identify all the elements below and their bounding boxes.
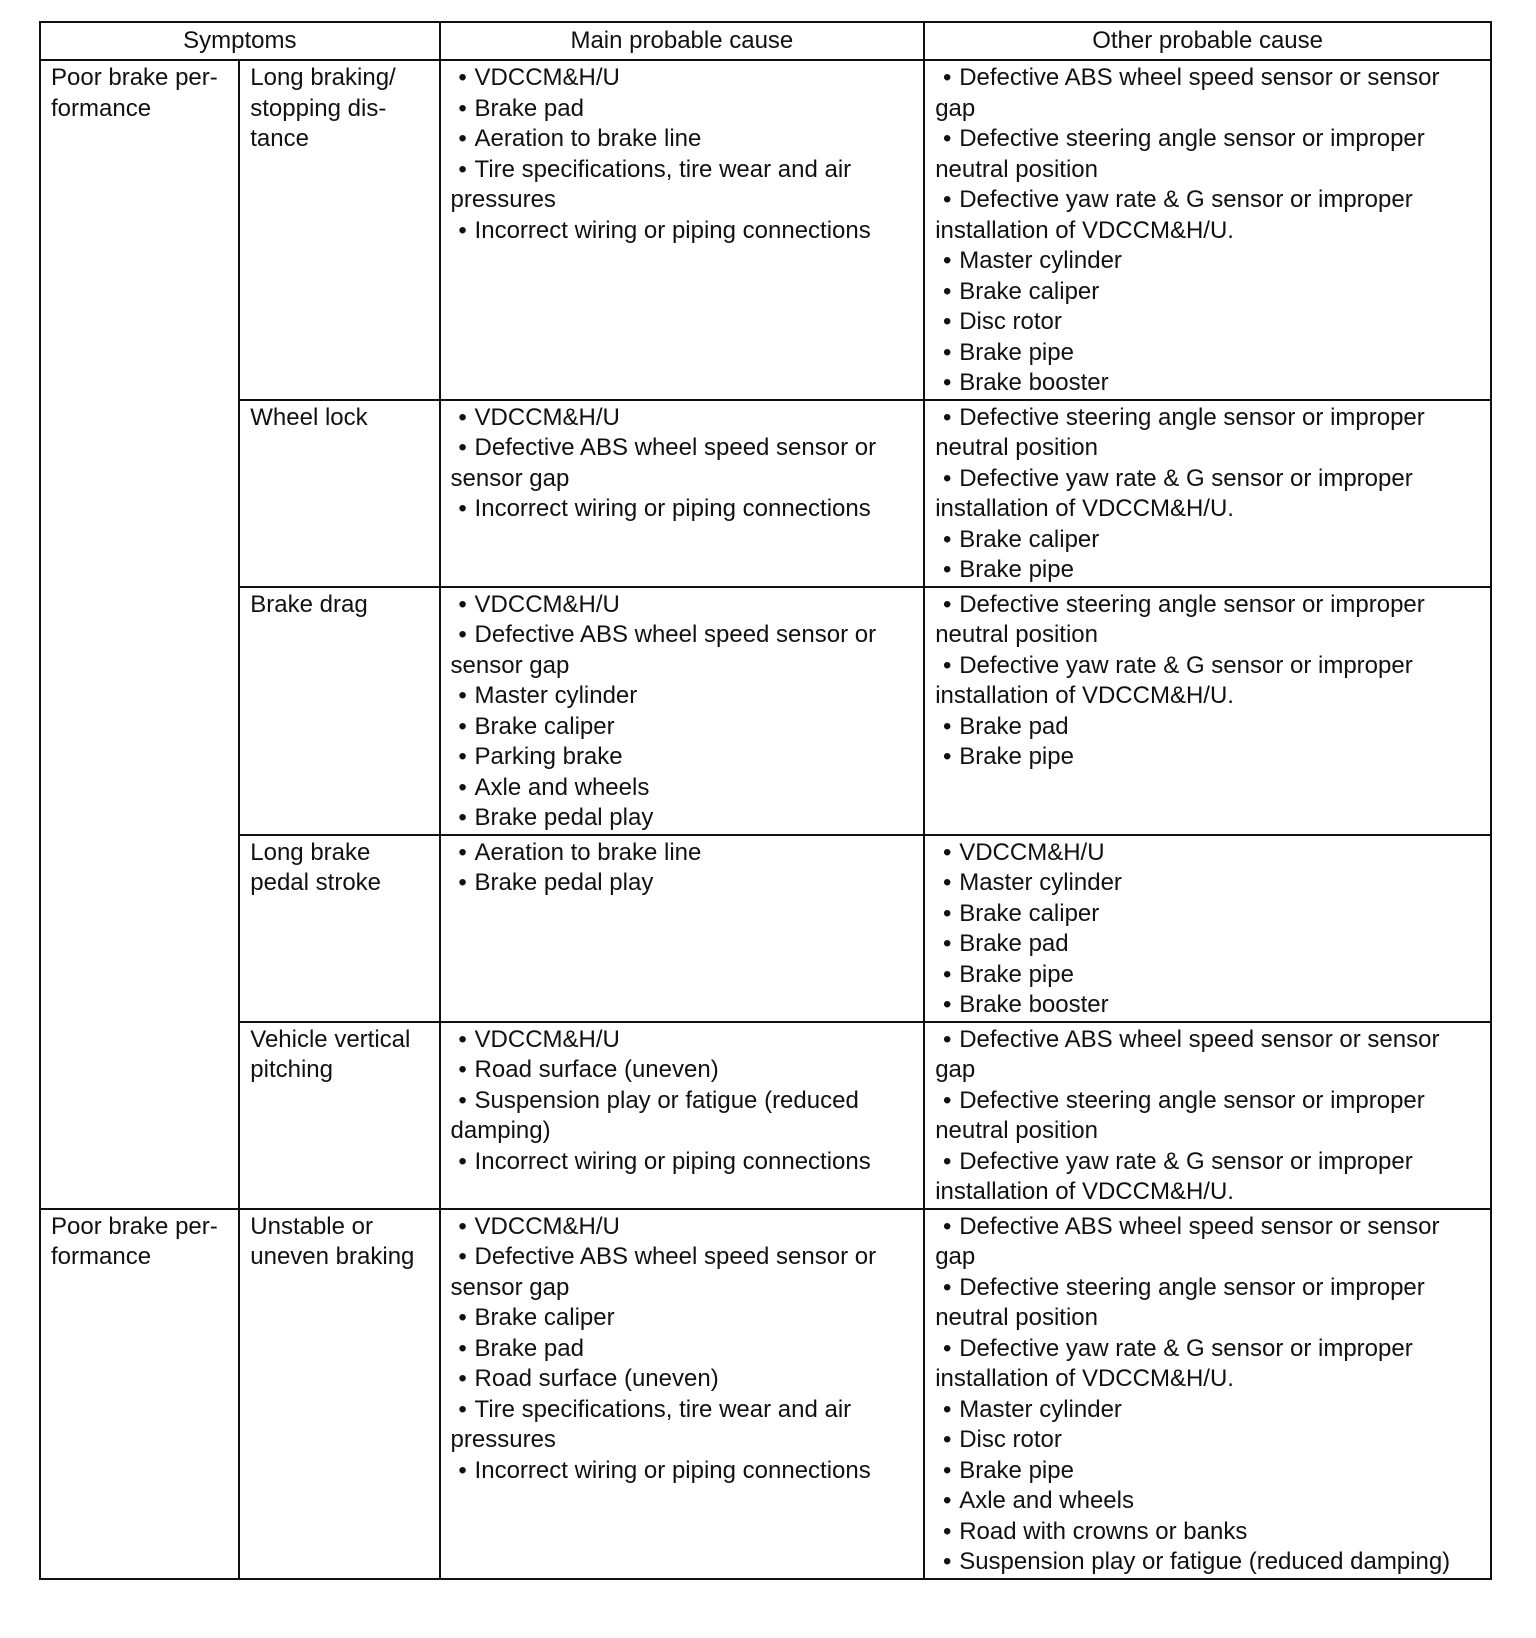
list-item — [451, 1147, 914, 1178]
bullet-icon: • — [458, 1147, 467, 1175]
other-cause-cell — [924, 587, 1491, 835]
bullet-icon: • — [458, 1304, 467, 1331]
bullet-icon: • — [943, 125, 952, 152]
bullet-icon: • — [458, 1243, 467, 1270]
bullet-icon: • — [458, 712, 467, 740]
bullet-icon: • — [943, 1517, 952, 1545]
symptom-detail-label: Long brake pedal stroke — [250, 838, 382, 896]
main-cause-list — [451, 838, 914, 899]
list-item — [451, 1303, 914, 1334]
list-item — [935, 1517, 1480, 1548]
main-cause-cell — [440, 587, 925, 835]
list-item-text: VDCCM&H/U — [474, 64, 620, 91]
table-row — [40, 587, 1491, 835]
header-row — [40, 22, 1491, 60]
list-item-text: Brake pad — [959, 712, 1069, 740]
symptom-detail — [239, 835, 439, 1022]
list-item-text: Defective steering angle sensor or improper neutral position — [935, 1086, 1425, 1144]
bullet-icon: • — [943, 464, 952, 492]
table-body — [40, 60, 1491, 1579]
main-cause-cell — [440, 1209, 925, 1579]
other-cause-list — [935, 1212, 1480, 1578]
table-row — [40, 1022, 1491, 1209]
symptom-detail-label: Brake drag — [250, 590, 368, 618]
list-item — [451, 620, 914, 681]
bullet-icon: • — [943, 1395, 952, 1423]
list-item-text: Defective ABS wheel speed sensor or sensor gap — [450, 1243, 877, 1301]
bullet-icon: • — [943, 590, 952, 618]
bullet-icon: • — [458, 621, 467, 648]
bullet-icon: • — [943, 369, 952, 396]
list-item — [451, 1212, 914, 1243]
bullet-icon: • — [458, 1365, 467, 1392]
bullet-icon: • — [943, 1086, 952, 1114]
list-item-text: Defective yaw rate & G sensor or improper installation of VDCCM&H/U. — [935, 1334, 1413, 1392]
list-item — [935, 185, 1480, 246]
list-item-text: Defective ABS wheel speed sensor or sensor gap — [450, 621, 877, 679]
bullet-icon: • — [943, 712, 952, 740]
list-item — [935, 1334, 1480, 1395]
symptom-category — [40, 1209, 239, 1579]
list-item-text: Road surface (uneven) — [474, 1056, 719, 1083]
list-item — [935, 307, 1480, 338]
bullet-icon: • — [943, 277, 952, 305]
list-item — [935, 742, 1480, 773]
list-item — [451, 1364, 914, 1395]
bullet-icon: • — [458, 1212, 467, 1240]
list-item-text: Incorrect wiring or piping connections — [474, 1147, 871, 1175]
list-item — [935, 651, 1480, 712]
bullet-icon: • — [458, 94, 467, 122]
table-row — [40, 835, 1491, 1022]
list-item-text: Brake pipe — [959, 1456, 1074, 1484]
bullet-icon: • — [943, 651, 952, 679]
symptom-category-label: Poor brake per- formance — [51, 1212, 218, 1270]
bullet-icon: • — [943, 403, 952, 431]
list-item-text: Master cylinder — [959, 1395, 1122, 1423]
list-item-text: Defective yaw rate & G sensor or improper installation of VDCCM&H/U. — [935, 1147, 1413, 1205]
bullet-icon: • — [943, 186, 952, 213]
symptom-detail — [239, 400, 439, 587]
list-item-text: VDCCM&H/U — [959, 838, 1105, 866]
list-item — [935, 277, 1480, 308]
symptom-detail-label: Unstable or uneven braking — [250, 1212, 415, 1270]
list-item — [451, 155, 914, 216]
list-item-text: Defective steering angle sensor or improper neutral position — [935, 1273, 1425, 1331]
bullet-icon: • — [458, 1456, 467, 1484]
list-item-text: Road surface (uneven) — [474, 1365, 719, 1392]
main-cause-list — [451, 590, 914, 834]
list-item-text: Parking brake — [474, 743, 623, 770]
list-item-text: VDCCM&H/U — [474, 1025, 620, 1053]
list-item — [935, 63, 1480, 124]
bullet-icon: • — [943, 1487, 952, 1514]
bullet-icon: • — [458, 1056, 467, 1083]
symptom-category — [40, 60, 239, 1209]
list-item-text: Incorrect wiring or piping connections — [474, 1456, 871, 1484]
other-cause-list — [935, 403, 1480, 586]
list-item-text: Defective yaw rate & G sensor or improper installation of VDCCM&H/U. — [935, 651, 1413, 709]
bullet-icon: • — [943, 1025, 952, 1053]
other-cause-cell — [924, 835, 1491, 1022]
diagnosis-table — [39, 21, 1492, 1580]
list-item-text: Disc rotor — [959, 1426, 1062, 1453]
main-cause-cell — [440, 60, 925, 400]
list-item-text: Tire specifications, tire wear and air pressures — [450, 1395, 852, 1453]
list-item — [935, 1547, 1480, 1578]
list-item-text: Brake pad — [474, 1334, 584, 1362]
list-item — [451, 433, 914, 494]
list-item — [935, 403, 1480, 464]
bullet-icon: • — [943, 1334, 952, 1362]
list-item — [451, 681, 914, 712]
list-item-text: Brake caliper — [959, 525, 1100, 553]
symptom-detail-label: Long braking/ stopping dis- tance — [250, 64, 396, 152]
other-cause-cell — [924, 1209, 1491, 1579]
main-cause-list — [451, 1212, 914, 1487]
list-item — [935, 464, 1480, 525]
list-item-text: Defective ABS wheel speed sensor or sensor gap — [935, 1025, 1440, 1083]
list-item-text: Defective ABS wheel speed sensor or sensor gap — [450, 434, 877, 492]
list-item — [935, 1212, 1480, 1273]
bullet-icon: • — [458, 495, 467, 522]
symptom-detail — [239, 60, 439, 400]
bullet-icon: • — [943, 1273, 952, 1301]
bullet-icon: • — [943, 899, 952, 927]
symptom-detail — [239, 1209, 439, 1579]
list-item — [935, 838, 1480, 869]
list-item-text: Brake pedal play — [474, 869, 654, 896]
list-item — [935, 1273, 1480, 1334]
list-item — [451, 63, 914, 94]
bullet-icon: • — [943, 960, 952, 988]
list-item — [451, 773, 914, 804]
list-item — [451, 868, 914, 899]
bullet-icon: • — [943, 1456, 952, 1484]
symptom-detail — [239, 1022, 439, 1209]
list-item — [935, 124, 1480, 185]
main-cause-cell — [440, 835, 925, 1022]
list-item-text: Brake booster — [959, 991, 1109, 1018]
list-item — [935, 1456, 1480, 1487]
bullet-icon: • — [458, 216, 467, 244]
list-item — [935, 990, 1480, 1021]
list-item — [935, 929, 1480, 960]
list-item-text: Defective yaw rate & G sensor or improper installation of VDCCM&H/U. — [935, 464, 1413, 522]
list-item-text: Defective ABS wheel speed sensor or sensor gap — [935, 1212, 1440, 1270]
list-item — [935, 1395, 1480, 1426]
list-item-text: Axle and wheels — [959, 1487, 1134, 1514]
list-item — [451, 94, 914, 125]
bullet-icon: • — [458, 590, 467, 618]
list-item-text: VDCCM&H/U — [474, 590, 620, 618]
header-main-cause: Main probable cause — [440, 22, 925, 60]
list-item — [451, 1055, 914, 1086]
table-row — [40, 400, 1491, 587]
list-item — [935, 1086, 1480, 1147]
list-item — [935, 712, 1480, 743]
other-cause-list — [935, 63, 1480, 399]
bullet-icon: • — [458, 743, 467, 770]
list-item-text: Defective ABS wheel speed sensor or sensor gap — [935, 64, 1440, 122]
list-item — [451, 803, 914, 834]
list-item — [935, 1425, 1480, 1456]
main-cause-cell — [440, 1022, 925, 1209]
symptom-detail — [239, 587, 439, 835]
list-item — [935, 1025, 1480, 1086]
list-item-text: Axle and wheels — [474, 773, 650, 801]
table-row — [40, 1209, 1491, 1579]
list-item-text: Aeration to brake line — [474, 838, 702, 866]
main-cause-list — [451, 403, 914, 525]
list-item-text: Road with crowns or banks — [959, 1517, 1248, 1545]
list-item-text: Incorrect wiring or piping connections — [474, 216, 871, 244]
list-item-text: Defective steering angle sensor or improper neutral position — [935, 125, 1425, 183]
bullet-icon: • — [458, 125, 467, 152]
list-item-text: Brake pipe — [959, 743, 1074, 770]
bullet-icon: • — [943, 247, 952, 274]
list-item-text: VDCCM&H/U — [474, 1212, 620, 1240]
bullet-icon: • — [458, 1025, 467, 1053]
symptom-detail-label: Vehicle vertical pitching — [250, 1025, 411, 1083]
bullet-icon: • — [943, 64, 952, 91]
header-other-cause: Other probable cause — [924, 22, 1491, 60]
bullet-icon: • — [458, 838, 467, 866]
list-item — [935, 246, 1480, 277]
bullet-icon: • — [943, 930, 952, 957]
list-item-text: Tire specifications, tire wear and air pressures — [450, 155, 852, 213]
list-item-text: Brake caliper — [474, 712, 615, 740]
list-item-text: Brake caliper — [474, 1304, 615, 1331]
list-item — [451, 124, 914, 155]
list-item-text: Brake caliper — [959, 277, 1100, 305]
list-item-text: Brake pad — [959, 930, 1069, 957]
list-item-text: Defective yaw rate & G sensor or improper installation of VDCCM&H/U. — [935, 186, 1413, 244]
list-item-text: Disc rotor — [959, 308, 1062, 335]
bullet-icon: • — [458, 155, 467, 183]
bullet-icon: • — [458, 804, 467, 831]
bullet-icon: • — [458, 773, 467, 801]
list-item — [935, 868, 1480, 899]
bullet-icon: • — [943, 1426, 952, 1453]
list-item — [935, 368, 1480, 399]
list-item — [935, 1486, 1480, 1517]
other-cause-cell — [924, 60, 1491, 400]
bullet-icon: • — [943, 743, 952, 770]
bullet-icon: • — [458, 434, 467, 461]
list-item — [451, 742, 914, 773]
list-item — [451, 403, 914, 434]
bullet-icon: • — [943, 838, 952, 866]
symptom-category-label: Poor brake per- formance — [51, 64, 218, 122]
bullet-icon: • — [943, 1548, 952, 1575]
bullet-icon: • — [943, 338, 952, 366]
bullet-icon: • — [943, 991, 952, 1018]
main-cause-list — [451, 1025, 914, 1178]
list-item — [935, 960, 1480, 991]
main-cause-list — [451, 63, 914, 246]
table-row — [40, 60, 1491, 400]
bullet-icon: • — [943, 525, 952, 553]
header-symptoms: Symptoms — [40, 22, 440, 60]
bullet-icon: • — [458, 1334, 467, 1362]
list-item-text: Brake caliper — [959, 899, 1100, 927]
list-item-text: Brake booster — [959, 369, 1109, 396]
other-cause-list — [935, 838, 1480, 1021]
list-item-text: Brake pipe — [959, 338, 1074, 366]
list-item — [451, 1395, 914, 1456]
list-item — [935, 590, 1480, 651]
list-item — [935, 555, 1480, 586]
other-cause-list — [935, 590, 1480, 773]
list-item — [451, 1242, 914, 1303]
bullet-icon: • — [458, 1086, 467, 1114]
list-item-text: Brake pad — [474, 94, 584, 122]
list-item — [451, 1025, 914, 1056]
bullet-icon: • — [943, 1212, 952, 1240]
list-item — [451, 1334, 914, 1365]
list-item-text: Defective steering angle sensor or improper neutral position — [935, 590, 1425, 648]
other-cause-cell — [924, 400, 1491, 587]
list-item — [451, 712, 914, 743]
list-item-text: VDCCM&H/U — [474, 403, 620, 431]
list-item-text: Defective steering angle sensor or improper neutral position — [935, 403, 1425, 461]
other-cause-cell — [924, 1022, 1491, 1209]
list-item — [451, 1456, 914, 1487]
list-item-text: Brake pedal play — [474, 804, 654, 831]
list-item — [935, 338, 1480, 369]
list-item-text: Brake pipe — [959, 556, 1074, 583]
bullet-icon: • — [943, 556, 952, 583]
bullet-icon: • — [458, 869, 467, 896]
list-item — [935, 525, 1480, 556]
bullet-icon: • — [458, 403, 467, 431]
list-item — [451, 1086, 914, 1147]
list-item-text: Brake pipe — [959, 960, 1074, 988]
list-item — [451, 216, 914, 247]
list-item — [935, 899, 1480, 930]
bullet-icon: • — [943, 1147, 952, 1175]
bullet-icon: • — [458, 682, 467, 709]
list-item-text: Master cylinder — [959, 869, 1122, 896]
main-cause-cell — [440, 400, 925, 587]
list-item-text: Aeration to brake line — [474, 125, 702, 152]
list-item-text: Suspension play or fatigue (reduced damping) — [959, 1548, 1451, 1575]
list-item-text: Master cylinder — [959, 247, 1122, 274]
symptom-detail-label: Wheel lock — [250, 403, 368, 431]
list-item — [451, 838, 914, 869]
list-item — [451, 494, 914, 525]
bullet-icon: • — [458, 64, 467, 91]
bullet-icon: • — [943, 308, 952, 335]
bullet-icon: • — [943, 869, 952, 896]
list-item — [935, 1147, 1480, 1208]
other-cause-list — [935, 1025, 1480, 1208]
list-item-text: Master cylinder — [474, 682, 638, 709]
bullet-icon: • — [458, 1395, 467, 1423]
list-item-text: Incorrect wiring or piping connections — [474, 495, 871, 522]
list-item — [451, 590, 914, 621]
list-item-text: Suspension play or fatigue (reduced damping) — [450, 1086, 859, 1144]
